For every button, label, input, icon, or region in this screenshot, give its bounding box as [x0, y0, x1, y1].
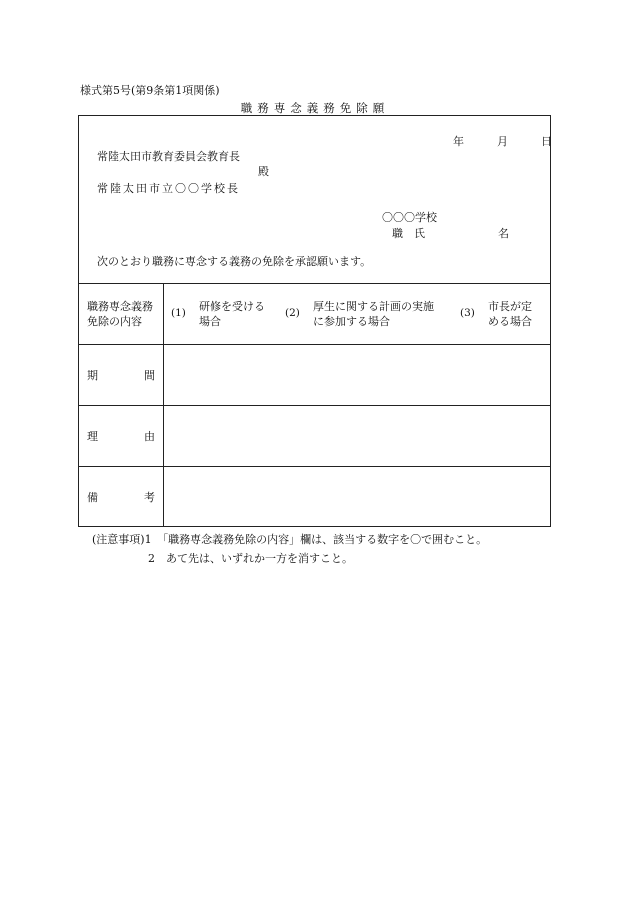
option-2-number[interactable]: (2): [285, 307, 300, 319]
document-title: 職務専念義務免除願: [240, 101, 390, 115]
request-text: 次のとおり職務に専念する義務の免除を承認願います。: [97, 255, 372, 268]
option-1-line2: 場合: [199, 315, 221, 328]
content-label-line2: 免除の内容: [87, 315, 142, 328]
honorific: 殿: [258, 165, 269, 178]
date-month: 月: [497, 135, 508, 148]
applicant-school: 〇〇〇学校: [382, 211, 437, 224]
divider-remarks: [79, 466, 550, 467]
addressee-principal: 常陸太田市立〇〇学校長: [97, 182, 240, 195]
content-label-line1: 職務専念義務: [87, 300, 153, 313]
form-frame: [78, 115, 551, 527]
date-year: 年: [453, 135, 464, 148]
reason-label-char1: 理: [87, 430, 98, 443]
note-2: 2 あて先は、いずれか一方を消すこと。: [148, 552, 353, 565]
date-day: 日: [541, 135, 552, 148]
option-2-line2: に参加する場合: [313, 315, 390, 328]
remarks-label: [87, 490, 155, 505]
reason-label-char2: 由: [144, 430, 155, 443]
option-1-line1: 研修を受ける: [199, 300, 265, 313]
form-number: 様式第5号(第9条第1項関係): [80, 84, 220, 97]
option-3-line1: 市長が定: [488, 300, 532, 313]
label-column-divider: [163, 283, 164, 526]
option-1-text: [199, 299, 265, 329]
period-label-char1: 期: [87, 369, 98, 382]
option-3-number[interactable]: (3): [460, 307, 475, 319]
remarks-label-char1: 備: [87, 491, 98, 504]
divider-reason: [79, 405, 550, 406]
option-3-line2: める場合: [488, 315, 532, 328]
date-line: [453, 133, 552, 149]
note-1: (注意事項)1 「職務専念義務免除の内容」欄は、該当する数字を〇で囲むこと。: [92, 533, 488, 546]
period-label-char2: 間: [144, 369, 155, 382]
divider-header: [79, 283, 550, 284]
content-label: [87, 299, 153, 329]
option-2-text: [313, 299, 434, 329]
option-1-number[interactable]: (1): [171, 307, 186, 319]
applicant-name-suffix: 名: [498, 227, 509, 240]
addressee-board: 常陸太田市教育委員会教育長: [97, 150, 240, 163]
applicant-name-label: 職 氏: [392, 227, 425, 240]
period-label: [87, 368, 155, 383]
reason-label: [87, 429, 155, 444]
divider-period: [79, 344, 550, 345]
remarks-label-char2: 考: [144, 491, 155, 504]
option-3-text: [488, 299, 532, 329]
option-2-line1: 厚生に関する計画の実施: [313, 300, 434, 313]
